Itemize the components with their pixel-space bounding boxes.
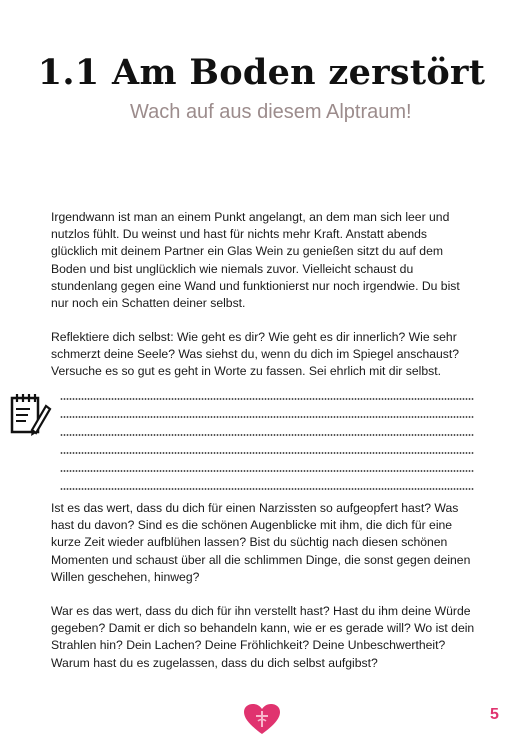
heart-logo-icon	[243, 703, 281, 735]
writing-line	[60, 398, 474, 400]
writing-line	[60, 452, 474, 454]
page-number: 5	[490, 706, 499, 723]
notepad-pencil-icon	[10, 392, 52, 440]
paragraph-questions-2: War es das wert, dass du dich für ihn verstellt hast? Hast du ihm deine Würde gegeben? Damit er dich so behandeln kann, wie er es gerade will? Wo ist dein Strahlen hin? Dein Lachen? Deine Fröhlichkeit? Deine Unbeschwertheit? Warum hast du es zugelassen, dass du dich selbst aufgibst?	[51, 604, 475, 670]
writing-line	[60, 434, 474, 436]
writing-line	[60, 470, 474, 472]
paragraph-reflection-prompt: Reflektiere dich selbst: Wie geht es dir? Wie geht es dir innerlich? Wie sehr schmerzt deine Seele? Was siehst du, wenn du dich im Spiegel anschaust? Versuche es so gut es geht in Worte zu fassen. Sei ehrlich mit dir selbst.	[51, 330, 460, 379]
chapter-title: 1.1 Am Boden zerstört	[37, 52, 486, 93]
writing-line	[60, 416, 474, 418]
paragraph-intro: Irgendwann ist man an einem Punkt angelangt, an dem man sich leer und nutzlos fühlt. Du weinst und hast für nichts mehr Kraft. Anstatt abends glücklich mit deinem Partner ein Glas Wein zu genießen sitzt du auf dem Boden und bist unglücklich wie niemals zuvor. Vielleicht schaust du stundenlang gegen eine Wand und funktionierst nur noch irgendwie. Du bist nur noch ein Schatten deiner selbst.	[51, 210, 460, 311]
writing-area	[10, 386, 480, 496]
chapter-subtitle: Wach auf aus diesem Alptraum!	[130, 101, 412, 123]
writing-line	[60, 488, 474, 490]
paragraph-questions-1: Ist es das wert, dass du dich für einen Narzissten so aufgeopfert hast? Was hast du davon? Sind es die schönen Augenblicke mit ihm, die dich für eine kurze Zeit wieder aufblühen lassen? Bist du süchtig nach diesen schönen Momenten und schaust über all die schlimmen Dinge, die sonst gegen deinen Willen geschehen, hinweg?	[51, 501, 471, 584]
